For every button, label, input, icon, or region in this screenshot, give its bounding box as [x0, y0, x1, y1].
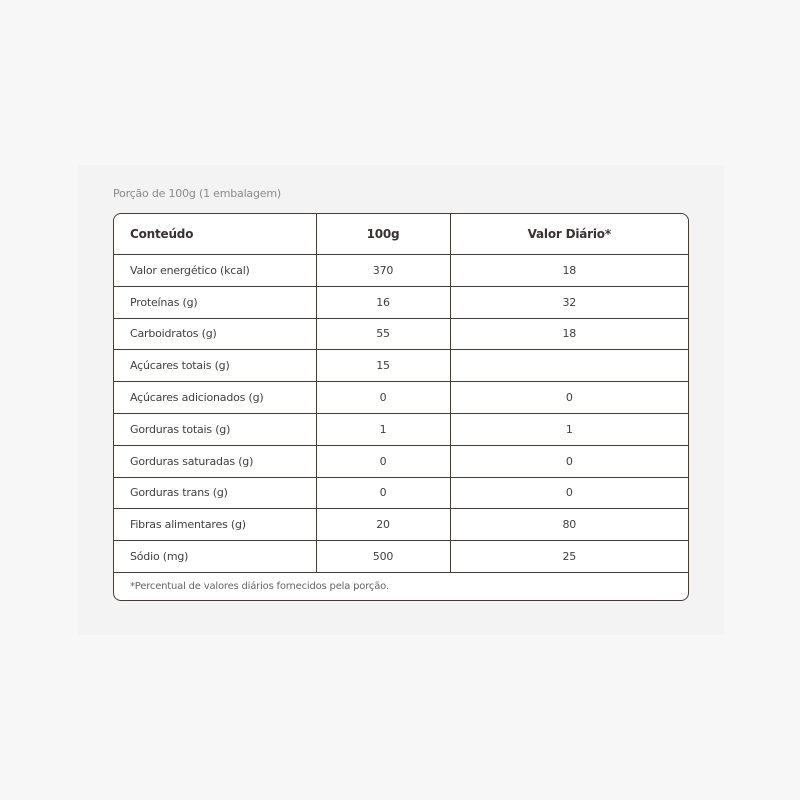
row-label: Carboidratos (g): [114, 318, 316, 350]
row-daily-value: 32: [450, 286, 688, 318]
table-row: [114, 445, 688, 477]
row-per-100g: 55: [316, 318, 450, 350]
row-per-100g: 15: [316, 350, 450, 382]
row-label: Valor energético (kcal): [114, 255, 316, 287]
table-row: [114, 318, 688, 350]
table-row: [114, 477, 688, 509]
table-row: [114, 509, 688, 541]
nutrition-table-frame: [113, 213, 689, 601]
row-daily-value: 1: [450, 413, 688, 445]
row-per-100g: 0: [316, 382, 450, 414]
row-daily-value: 18: [450, 255, 688, 287]
row-label: Fibras alimentares (g): [114, 509, 316, 541]
row-per-100g: 20: [316, 509, 450, 541]
row-label: Gorduras saturadas (g): [114, 445, 316, 477]
row-daily-value: 80: [450, 509, 688, 541]
portion-caption: Porção de 100g (1 embalagem): [113, 187, 281, 200]
table-row: [114, 350, 688, 382]
row-label: Açúcares adicionados (g): [114, 382, 316, 414]
row-daily-value: 18: [450, 318, 688, 350]
row-daily-value: [450, 350, 688, 382]
row-per-100g: 0: [316, 445, 450, 477]
nutrition-table: [114, 214, 688, 573]
row-label: Gorduras trans (g): [114, 477, 316, 509]
row-daily-value: 25: [450, 541, 688, 573]
row-daily-value: 0: [450, 382, 688, 414]
table-row: [114, 382, 688, 414]
row-per-100g: 16: [316, 286, 450, 318]
header-per-100g: 100g: [316, 214, 450, 255]
table-row: [114, 413, 688, 445]
table-header-row: [114, 214, 688, 255]
row-label: Açúcares totais (g): [114, 350, 316, 382]
row-label: Proteínas (g): [114, 286, 316, 318]
row-daily-value: 0: [450, 477, 688, 509]
row-per-100g: 370: [316, 255, 450, 287]
row-label: Gorduras totais (g): [114, 413, 316, 445]
table-row: [114, 255, 688, 287]
table-row: [114, 286, 688, 318]
header-content: Conteúdo: [114, 214, 316, 255]
row-daily-value: 0: [450, 445, 688, 477]
row-label: Sódio (mg): [114, 541, 316, 573]
table-row: [114, 541, 688, 573]
row-per-100g: 1: [316, 413, 450, 445]
header-daily-value: Valor Diário*: [450, 214, 688, 255]
table-footnote: *Percentual de valores diários fornecidos pela porção.: [130, 580, 389, 592]
row-per-100g: 500: [316, 541, 450, 573]
row-per-100g: 0: [316, 477, 450, 509]
